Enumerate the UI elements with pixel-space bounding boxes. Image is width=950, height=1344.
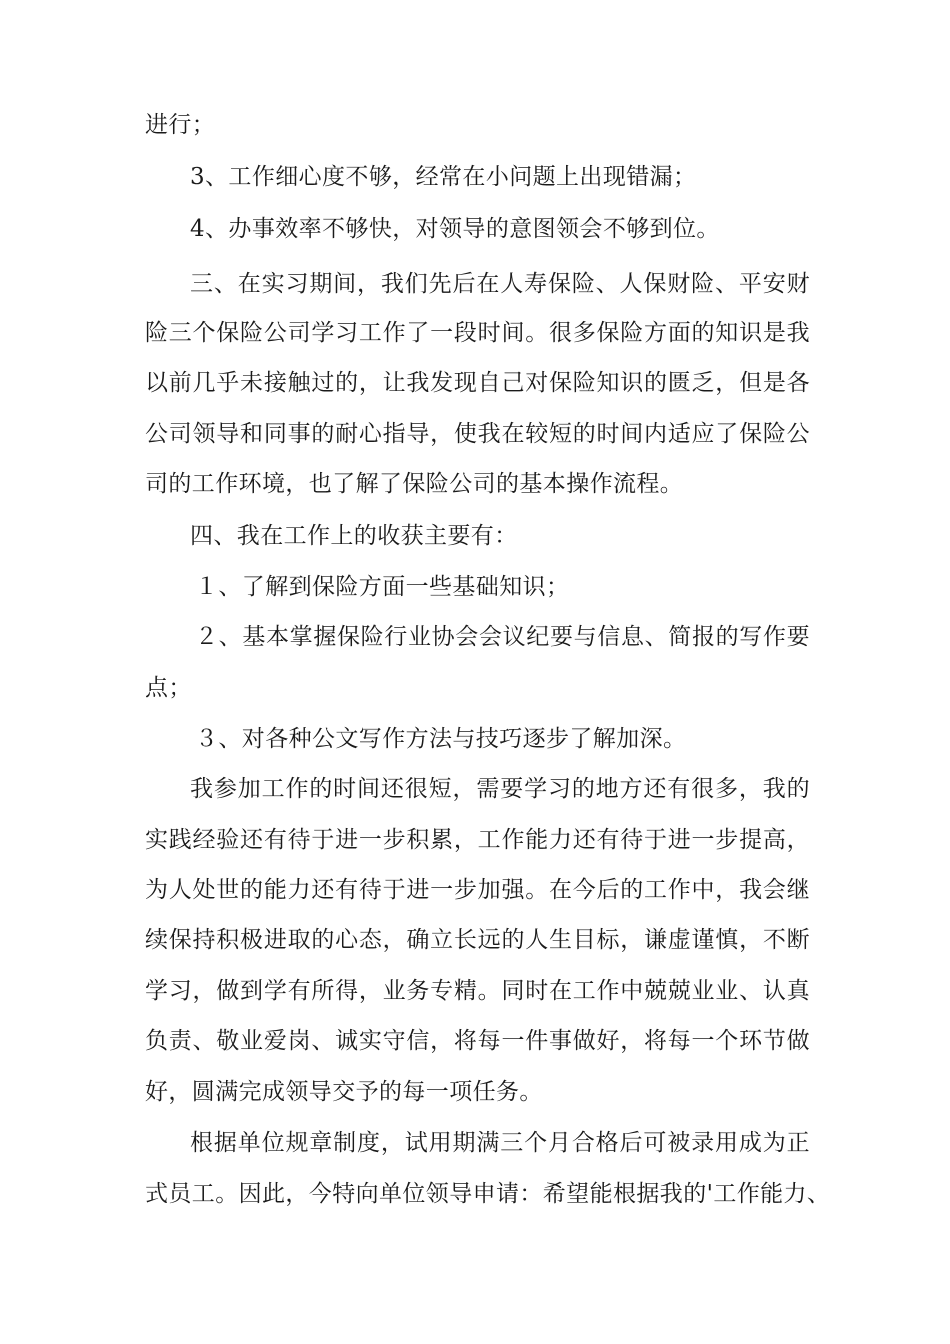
paragraph-line: 续保持积极进取的心态，确立长远的人生目标，谦虚谨慎，不断 [145, 927, 810, 953]
paragraph-line: 好，圆满完成领导交予的每一项任务。 [145, 1079, 543, 1105]
paragraph-line: 我参加工作的时间还很短，需要学习的地方还有很多，我的 [190, 776, 810, 802]
paragraph-four-heading: 四、我在工作上的收获主要有： [190, 523, 518, 549]
paragraph-line: 式员工。因此，今特向单位领导申请：希望能根据我的'工作能力、 [145, 1181, 831, 1207]
gain-item-3: ３、对各种公文写作方法与技巧逐步了解加深。 [195, 726, 687, 752]
list-item-3: 3、工作细心度不够，经常在小问题上出现错漏； [190, 164, 697, 190]
paragraph-three-line: 险三个保险公司学习工作了一段时间。很多保险方面的知识是我 [145, 320, 810, 346]
paragraph-line: 学习，做到学有所得，业务专精。同时在工作中兢兢业业、认真 [145, 978, 810, 1004]
gain-item-1: １、了解到保险方面一些基础知识； [195, 574, 570, 600]
gain-item-2: ２、基本掌握保险行业协会会议纪要与信息、简报的写作要 [195, 624, 810, 650]
paragraph-three-line: 三、在实习期间，我们先后在人寿保险、人保财险、平安财 [190, 271, 810, 297]
paragraph-three-line: 以前几乎未接触过的，让我发现自己对保险知识的匮乏，但是各 [145, 370, 810, 396]
paragraph-line: 负责、敬业爱岗、诚实守信，将每一件事做好，将每一个环节做 [145, 1028, 810, 1054]
paragraph-line: 实践经验还有待于进一步积累，工作能力还有待于进一步提高， [145, 827, 810, 853]
text-line: 进行； [145, 112, 216, 138]
list-item-4: 4、办事效率不够快，对领导的意图领会不够到位。 [190, 216, 720, 242]
paragraph-three-line: 公司领导和同事的耐心指导，使我在较短的时间内适应了保险公 [145, 421, 810, 447]
paragraph-three-line: 司的工作环境，也了解了保险公司的基本操作流程。 [145, 471, 684, 497]
paragraph-line: 根据单位规章制度，试用期满三个月合格后可被录用成为正 [190, 1130, 810, 1156]
paragraph-line: 为人处世的能力还有待于进一步加强。在今后的工作中，我会继 [145, 877, 810, 903]
gain-item-2-continued: 点； [145, 675, 192, 701]
